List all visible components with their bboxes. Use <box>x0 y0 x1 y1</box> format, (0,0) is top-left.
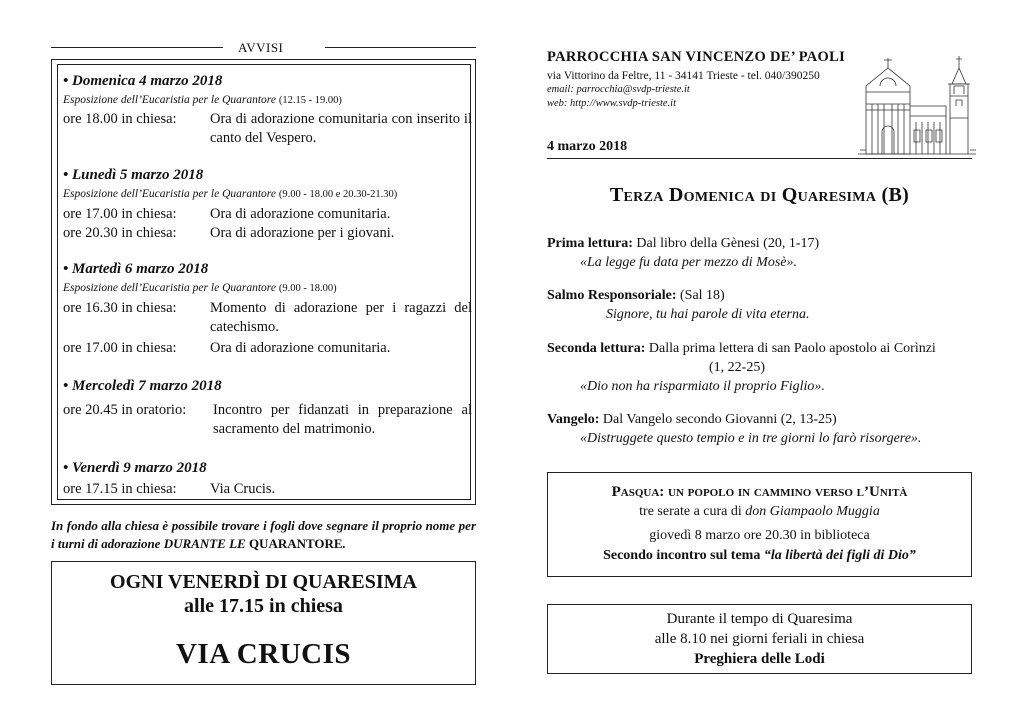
lodi-box <box>547 604 972 674</box>
avvisi-rule-left <box>51 47 223 48</box>
expo-line <box>63 188 397 200</box>
sunday-title: Terza Domenica di Quaresima (B) <box>609 184 910 206</box>
schedule-desc: Ora di adorazione comunitaria con inserito il canto del Vespero. <box>210 111 472 146</box>
gospel <box>547 410 977 448</box>
pasqua-line1: tre serate a cura di <box>639 504 746 519</box>
schedule-desc: Momento di adorazione per i ragazzi del catechismo. <box>210 300 472 335</box>
church-illustration <box>858 46 976 156</box>
schedule-row <box>63 110 473 150</box>
expo-line <box>63 94 342 106</box>
schedule-row <box>63 299 473 339</box>
expo-text: Esposizione dell’Eucaristia per le Quarantore <box>63 282 276 294</box>
expo-text: Esposizione dell’Eucaristia per le Quarantore <box>63 94 276 106</box>
gospel-label: Vangelo: <box>547 412 600 427</box>
schedule-time: ore 18.00 in chiesa: <box>63 111 177 127</box>
gospel-quote: «Distruggete questo tempio e in tre giorni lo farò risorgere». <box>580 431 922 446</box>
second-reading-quote: «Dio non ha risparmiato il proprio Figlio». <box>580 379 825 394</box>
pasqua-box <box>547 472 972 577</box>
schedule-row <box>63 205 473 224</box>
via-crucis-line1: OGNI VENERDÌ DI QUARESIMA <box>110 571 417 593</box>
note-quarantore: QUARANTORE <box>248 536 343 551</box>
psalm <box>547 286 977 324</box>
schedule-time: ore 17.00 in chiesa: <box>63 206 177 222</box>
parish-web: web: http://www.svdp-trieste.it <box>547 98 677 109</box>
second-reading-label: Seconda lettura: <box>547 341 646 356</box>
first-reading-text: Dal libro della Gènesi (20, 1-17) <box>632 236 820 251</box>
schedule-desc: Ora di adorazione per i giovani. <box>210 225 395 241</box>
schedule-desc: Ora di adorazione comunitaria. <box>210 206 391 222</box>
pasqua-line3: Secondo incontro sul tema <box>603 548 764 563</box>
first-reading-label: Prima lettura: <box>547 236 633 251</box>
expo-text: Esposizione dell’Eucaristia per le Quarantore <box>63 188 276 200</box>
schedule-row <box>63 401 473 441</box>
schedule-row <box>63 224 473 243</box>
schedule-row <box>63 339 473 358</box>
first-reading-quote: «La legge fu data per mezzo di Mosè». <box>580 255 797 270</box>
day-title: • Martedì 6 marzo 2018 <box>63 261 209 277</box>
day-title: • Lunedì 5 marzo 2018 <box>63 167 204 183</box>
pasqua-line2: giovedì 8 marzo ore 20.30 in biblioteca <box>649 528 870 543</box>
day-title: • Venerdì 9 marzo 2018 <box>63 460 207 476</box>
avvisi-rule-right <box>325 47 476 48</box>
schedule-time: ore 17.15 in chiesa: <box>63 481 177 497</box>
note-period: . <box>342 536 346 551</box>
via-crucis-box <box>51 561 476 685</box>
pasqua-theme: “la libertà dei figli di Dio” <box>763 548 916 563</box>
avvisi-title: AVVISI <box>238 40 284 55</box>
via-crucis-title: VIA CRUCIS <box>175 638 351 670</box>
via-crucis-line2: alle 17.15 in chiesa <box>184 595 343 617</box>
parish-name: PARROCCHIA SAN VINCENZO DE’ PAOLI <box>547 49 846 65</box>
gospel-text: Dal Vangelo secondo Giovanni (2, 13-25) <box>599 412 837 427</box>
second-reading-text: Dalla prima lettera di san Paolo apostolo ai Corìnzi <box>645 341 936 356</box>
second-reading <box>547 339 977 396</box>
psalm-label: Salmo Responsoriale: <box>547 288 677 303</box>
expo-hours: (9.00 - 18.00) <box>278 283 337 294</box>
schedule-time: ore 20.45 in oratorio: <box>63 402 187 418</box>
expo-hours: (12.15 - 19.00) <box>278 95 342 106</box>
pasqua-speaker: don Giampaolo Muggia <box>745 504 880 519</box>
expo-hours: (9.00 - 18.00 e 20.30-21.30) <box>278 189 398 200</box>
first-reading <box>547 234 977 272</box>
day-title: • Domenica 4 marzo 2018 <box>63 73 223 89</box>
lodi-line1: Durante il tempo di Quaresima <box>666 611 853 627</box>
header-rule <box>547 158 972 159</box>
day-title: • Mercoledì 7 marzo 2018 <box>63 378 222 394</box>
bulletin-date: 4 marzo 2018 <box>547 139 628 154</box>
schedule-row <box>63 480 473 499</box>
schedule-desc: Ora di adorazione comunitaria. <box>210 340 391 356</box>
schedule-desc: Incontro per fidanzati in preparazione al sacramento del matrimonio. <box>213 402 472 437</box>
psalm-text: (Sal 18) <box>676 288 725 303</box>
adoration-note <box>51 517 476 553</box>
expo-line <box>63 282 337 294</box>
psalm-quote: Signore, tu hai parole di vita eterna. <box>606 307 810 322</box>
parish-email: email: parrocchia@svdp-trieste.it <box>547 84 690 95</box>
pasqua-heading: Pasqua: un popolo in cammino verso l’Unità <box>611 484 908 500</box>
schedule-time: ore 16.30 in chiesa: <box>63 300 177 316</box>
note-text: In fondo alla chiesa è possibile trovare i fogli dove segnare il proprio nome per i turni di adorazione DURANTE LE <box>51 518 476 551</box>
parish-address: via Vittorino da Feltre, 11 - 34141 Trieste - tel. 040/390250 <box>547 70 820 82</box>
second-reading-ref: (1, 22-25) <box>709 360 765 375</box>
schedule-time: ore 20.30 in chiesa: <box>63 225 177 241</box>
schedule-time: ore 17.00 in chiesa: <box>63 340 177 356</box>
lodi-line2: alle 8.10 nei giorni feriali in chiesa <box>654 631 865 647</box>
lodi-title: Preghiera delle Lodi <box>694 651 825 667</box>
schedule-desc: Via Crucis. <box>210 481 276 497</box>
